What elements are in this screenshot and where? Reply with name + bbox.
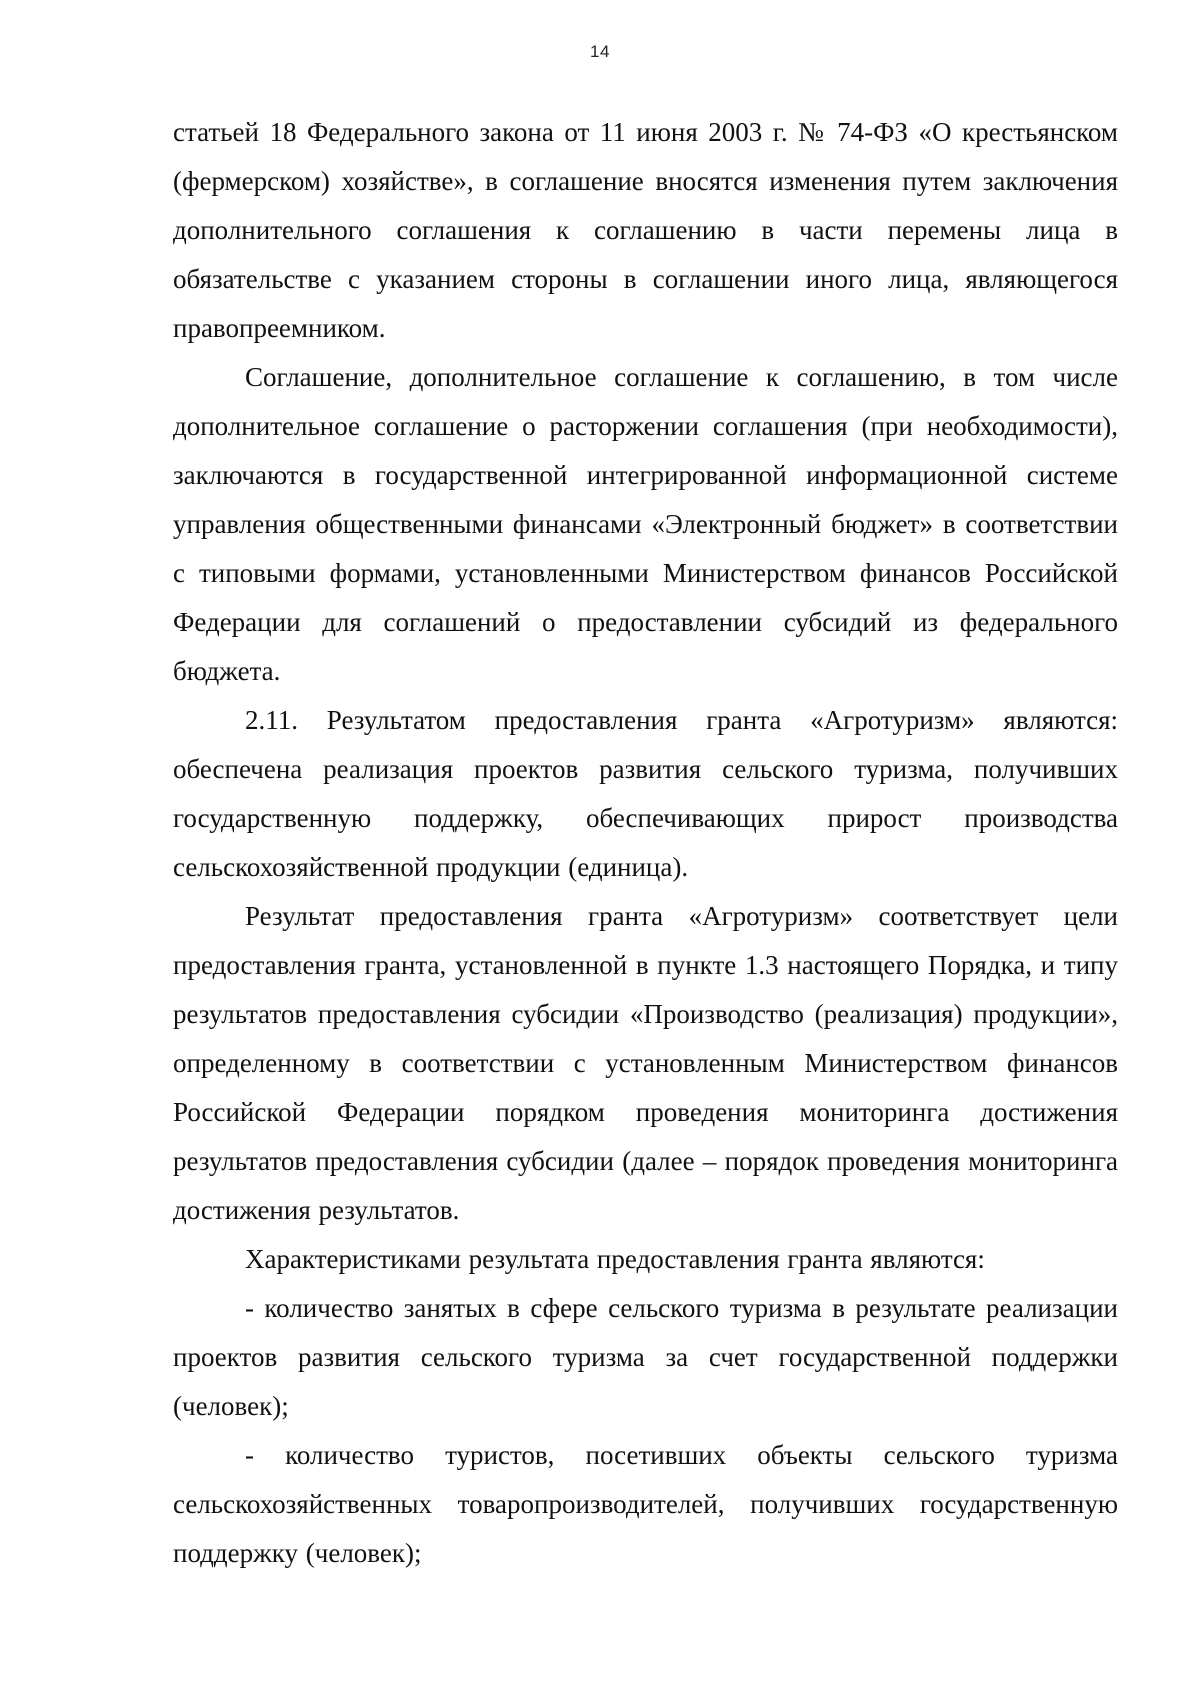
paragraph-characteristics-heading: Характеристиками результата предоставления гранта являются:	[245, 1244, 985, 1274]
page-number: 14	[590, 42, 610, 61]
document-body	[173, 108, 1118, 1578]
paragraph-2-11-result: 2.11. Результатом предоставления гранта «Агротуризм» являются: обеспечена реализация проектов развития сельского туризма, получивших государственную поддержку, обеспечивающих прирост производства сельскохозяйственной продукции (единица).	[173, 705, 1118, 882]
paragraph-result-correspondence: Результат предоставления гранта «Агротуризм» соответствует цели предоставления гранта, установленной в пункте 1.3 настоящего Порядка, и типу результатов предоставления субсидии «Производство (реализация) продукции», определенному в соответствии с установленным Министерством финансов Российской Федерации порядком проведения мониторинга достижения результатов предоставления субсидии (далее – порядок проведения мониторинга достижения результатов.	[173, 901, 1118, 1225]
list-item-tourists-count: - количество туристов, посетивших объекты сельского туризма сельскохозяйственных товаропроизводителей, получивших государственную поддержку (человек);	[173, 1440, 1118, 1568]
list-item-employed-count: - количество занятых в сфере сельского туризма в результате реализации проектов развития сельского туризма за счет государственной поддержки (человек);	[173, 1293, 1118, 1421]
paragraph-continuation: статьей 18 Федерального закона от 11 июня 2003 г. № 74-ФЗ «О крестьянском (фермерском) хозяйстве», в соглашение вносятся изменения путем заключения дополнительного соглашения к соглашению в части перемены лица в обязательстве с указанием стороны в соглашении иного лица, являющегося правопреемником.	[173, 117, 1118, 343]
paragraph-agreement-forms: Соглашение, дополнительное соглашение к соглашению, в том числе дополнительное соглашение о расторжении соглашения (при необходимости), заключаются в государственной интегрированной информационной системе управления общественными финансами «Электронный бюджет» в соответствии с типовыми формами, установленными Министерством финансов Российской Федерации для соглашений о предоставлении субсидий из федерального бюджета.	[173, 362, 1118, 686]
